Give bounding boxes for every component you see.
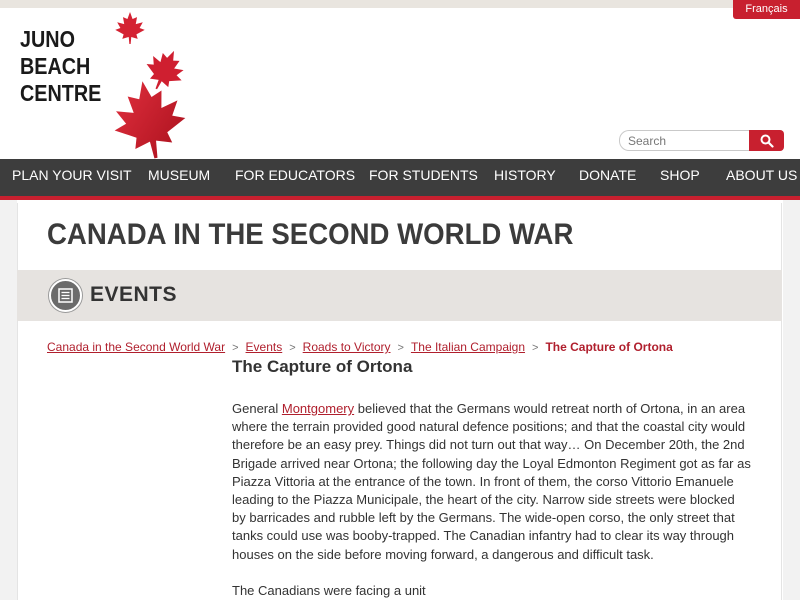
paragraph-text-rest: believed that the Germans would retreat north of Ortona, in an area where the terrain provided good natural defence positions; and that the coastal city would therefore be an easy prey. Things did not turn out that way… On December 20th, the 2nd Brigade arrived near Ortona; the following day the Loyal Edmonton Regiment got as far as Piazza Vittoria at the entrance of the town. In front of them, the corso Vittorio Emanuele leading to the Piazza Municipale, the heart of the city. Narrow side streets were blocked by barricades and rubble left by the Germans. The wide-open corso, the only street that tanks could use was booby-trapped. The Canadian infantry had to clear its way through houses on the side before moving forward, a dangerous and difficult task.	[232, 401, 751, 562]
logo-line-3: CENTRE	[20, 80, 102, 106]
nav-donate[interactable]: DONATE	[579, 167, 637, 183]
article-title: The Capture of Ortona	[232, 357, 413, 376]
nav-about-us[interactable]: ABOUT US	[726, 167, 798, 183]
page-gutter-left	[0, 200, 17, 600]
breadcrumb-link-italian-campaign[interactable]: The Italian Campaign	[410, 340, 526, 354]
site-logo[interactable]	[20, 26, 102, 107]
paragraph-text-start: General	[232, 401, 282, 416]
nav-history[interactable]: HISTORY	[494, 167, 556, 183]
search-icon	[760, 134, 774, 148]
logo-line-2: BEACH	[20, 53, 91, 79]
article-body	[232, 400, 752, 600]
chevron-right-icon: >	[532, 342, 539, 354]
search-bar	[619, 130, 784, 151]
nav-for-educators[interactable]: FOR EDUCATORS	[235, 167, 356, 183]
breadcrumb-link-canada-ww2[interactable]: Canada in the Second World War	[47, 340, 226, 354]
breadcrumb	[47, 340, 673, 354]
chevron-right-icon: >	[232, 342, 239, 354]
breadcrumb-link-events[interactable]: Events	[245, 340, 283, 354]
page-title: CANADA IN THE SECOND WORLD WAR	[47, 218, 574, 251]
breadcrumb-link-roads-to-victory[interactable]: Roads to Victory	[302, 340, 391, 354]
search-button[interactable]	[749, 130, 784, 151]
chevron-right-icon: >	[397, 342, 404, 354]
language-toggle-button[interactable]: Français	[733, 0, 800, 19]
nav-museum[interactable]: MUSEUM	[148, 167, 211, 183]
montgomery-link[interactable]: Montgomery	[281, 401, 355, 416]
maple-leaves-icon	[100, 10, 200, 160]
main-navigation	[0, 159, 800, 200]
breadcrumb-current: The Capture of Ortona	[545, 340, 673, 354]
article-paragraph: The Canadians were facing a unit	[232, 582, 426, 598]
search-input[interactable]	[619, 130, 751, 151]
article-paragraph	[232, 400, 752, 564]
nav-plan-your-visit[interactable]: PLAN YOUR VISIT	[12, 167, 132, 183]
nav-for-students[interactable]: FOR STUDENTS	[369, 167, 478, 183]
newspaper-icon	[49, 279, 82, 312]
section-title: EVENTS	[90, 283, 178, 306]
page-gutter-right	[783, 200, 800, 600]
nav-shop[interactable]: SHOP	[660, 167, 700, 183]
logo-line-1: JUNO	[20, 26, 75, 52]
top-stripe	[0, 0, 800, 8]
chevron-right-icon: >	[289, 342, 296, 354]
